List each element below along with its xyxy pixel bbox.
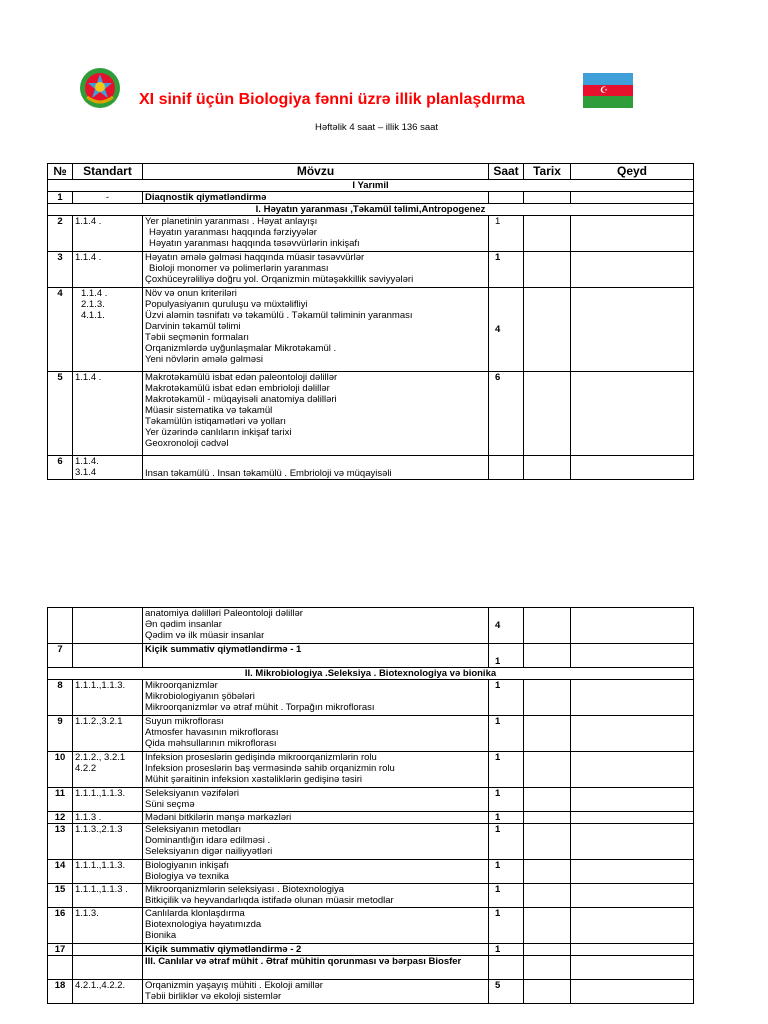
row-hours: 1 bbox=[489, 824, 524, 860]
row-topic: Kiçik summativ qiymətləndirmə - 1 bbox=[143, 644, 489, 668]
row-topic bbox=[143, 788, 489, 812]
table-row bbox=[48, 908, 694, 944]
row-standard: 1.1.4 . bbox=[73, 252, 143, 288]
topic-line: Üzvi aləmin təsnifatı və təkamülü . Təkamül təliminin yaranması bbox=[145, 310, 413, 321]
row-topic bbox=[143, 860, 489, 884]
table-row bbox=[48, 644, 694, 668]
row-topic bbox=[143, 288, 489, 372]
row-topic bbox=[143, 812, 489, 824]
topic-line: Mikrobiologiyanın şöbələri bbox=[145, 691, 255, 702]
azerbaijan-emblem-icon bbox=[79, 67, 121, 109]
row-topic bbox=[143, 608, 489, 644]
row-topic: Kiçik summativ qiymətləndirmə - 2 bbox=[143, 944, 489, 956]
topic-line: Darvinin təkamül təlimi bbox=[145, 321, 241, 332]
row-standard: 1.1.3 . bbox=[73, 812, 143, 824]
row-hours: 4 bbox=[489, 608, 524, 644]
topic-line: Təbii birliklər və ekoloji sistemlər bbox=[145, 991, 282, 1002]
row-standard: 1.1.1.,1.1.3. bbox=[73, 860, 143, 884]
topic-line: Bitkiçilik və heyvandarlıqda istifadə olunan müasir metodlar bbox=[145, 895, 394, 906]
topic-line: Bionika bbox=[145, 930, 177, 941]
row-number: 7 bbox=[48, 644, 73, 668]
topic-line: Makrotəkamülü isbat edən embrioloji dəlillər bbox=[145, 383, 330, 394]
table-row bbox=[48, 752, 694, 788]
row-standard: 1.1.3. bbox=[73, 908, 143, 944]
table-row bbox=[48, 608, 694, 644]
row-standard: 1.1.1.,1.1.3. bbox=[73, 788, 143, 812]
row-standard: 1.1.4. 3.1.4 bbox=[73, 456, 143, 480]
topic-line: Qədim və ilk müasir insanlar bbox=[145, 630, 265, 641]
topic-line: Mikroorqanizmlər bbox=[145, 680, 218, 691]
row-hours: 1 bbox=[489, 752, 524, 788]
topic-line: Dominantlığın idarə edilməsi . bbox=[145, 835, 271, 846]
row-number: 1 bbox=[48, 192, 73, 204]
topic-line: Bioloji monomer və polimerlərin yaranması bbox=[149, 263, 329, 274]
topic-line: Yer üzərində canlıların inkişaf tarixi bbox=[145, 427, 292, 438]
row-number: 17 bbox=[48, 944, 73, 956]
topic-line: Biologiya və texnika bbox=[145, 871, 229, 882]
semester-heading: I Yarımil bbox=[48, 180, 694, 192]
topic-line: Həyatın yaranması haqqında fərziyyələr bbox=[149, 227, 317, 238]
topic-line: Seleksiyanın vəzifələri bbox=[145, 788, 239, 799]
row-number: 6 bbox=[48, 456, 73, 480]
row-hours: 1 bbox=[489, 860, 524, 884]
table-row bbox=[48, 288, 694, 372]
topic-line: Müasir sistematika və təkamül bbox=[145, 405, 273, 416]
row-topic bbox=[143, 980, 489, 1004]
row-hours: 1 bbox=[489, 908, 524, 944]
table-row bbox=[48, 980, 694, 1004]
topic-line: Biotexnologiya həyatımızda bbox=[145, 919, 262, 930]
topic-line: Seleksiyanın metodları bbox=[145, 824, 242, 835]
topic-line: Ən qədim insanlar bbox=[145, 619, 222, 630]
plan-table-part-1 bbox=[47, 163, 694, 480]
row-topic bbox=[143, 824, 489, 860]
table-row bbox=[48, 884, 694, 908]
table-row bbox=[48, 944, 694, 956]
topic-line: Yeni növlərin əmələ gəlməsi bbox=[145, 354, 263, 365]
row-number: 15 bbox=[48, 884, 73, 908]
topic-line: Süni seçmə bbox=[145, 799, 195, 810]
topic-line: Canlılarda klonlaşdırma bbox=[145, 908, 245, 919]
topic-line: Infeksion proseslərin baş verməsində sahib orqanizmin rolu bbox=[145, 763, 395, 774]
row-number: 12 bbox=[48, 812, 73, 824]
row-hours: 1 bbox=[489, 884, 524, 908]
header-note: Qeyd bbox=[571, 164, 694, 180]
topic-line: Həyatın əmələ gəlməsi haqqında müasir təsəvvürlər bbox=[145, 252, 365, 263]
header-hours: Saat bbox=[489, 164, 524, 180]
row-topic: Diaqnostik qiymətləndirmə bbox=[143, 192, 489, 204]
row-hours: 1 bbox=[489, 716, 524, 752]
row-number: 11 bbox=[48, 788, 73, 812]
section-heading: III. Canlılar və ətraf mühit . Ətraf mühitin qorunması və bərpası Biosfer bbox=[143, 956, 489, 980]
row-topic bbox=[143, 372, 489, 456]
azerbaijan-flag-icon: ☪ bbox=[583, 73, 633, 108]
row-standard: 1.1.3.,2.1.3 bbox=[73, 824, 143, 860]
header-date: Tarix bbox=[524, 164, 571, 180]
topic-line: Yer planetinin yaranması . Həyat anlayışı bbox=[145, 216, 318, 227]
table-row bbox=[48, 716, 694, 752]
header-no: № bbox=[48, 164, 73, 180]
topic-line: Mühit şəraitinin infeksion xəstəliklərin gedişinə təsiri bbox=[145, 774, 363, 785]
table-row bbox=[48, 456, 694, 480]
row-hours: 1 bbox=[489, 680, 524, 716]
header-standard: Standart bbox=[73, 164, 143, 180]
row-standard: 1.1.2.,3.2.1 bbox=[73, 716, 143, 752]
row-number: 3 bbox=[48, 252, 73, 288]
table-row bbox=[48, 372, 694, 456]
topic-line: Orqanizmlərdə uyğunlaşmalar Mikrotəkamül . bbox=[145, 343, 337, 354]
row-number: 16 bbox=[48, 908, 73, 944]
topic-line: Suyun mikroflorası bbox=[145, 716, 224, 727]
row-standard: 1.1.1.,1.1.3. bbox=[73, 680, 143, 716]
row-hours: 1 bbox=[489, 252, 524, 288]
topic-line: Orqanizmin yaşayış mühiti . Ekoloji amillər bbox=[145, 980, 323, 991]
row-hours: 1 bbox=[489, 812, 524, 824]
topic-line: Infeksion proseslərin gedişində mikroorqanizmlərin rolu bbox=[145, 752, 377, 763]
row-topic bbox=[143, 456, 489, 480]
row-topic bbox=[143, 680, 489, 716]
table-row bbox=[48, 680, 694, 716]
topic-line: Insan təkamülü . Insan təkamülü . Embrioloji və müqayisəli bbox=[145, 468, 392, 479]
topic-line: Makrotəkamülü isbat edən paleontoloji dəlillər bbox=[145, 372, 338, 383]
plan-table-part-2 bbox=[47, 607, 694, 1004]
row-standard: 4.2.1.,4.2.2. bbox=[73, 980, 143, 1004]
row-standard: 2.1.2., 3.2.1 4.2.2 bbox=[73, 752, 143, 788]
topic-line: Həyatın yaranması haqqında təsəvvürlərin inkişafı bbox=[149, 238, 360, 249]
topic-line: Geoxronoloji cədvəl bbox=[145, 438, 229, 449]
row-standard: - bbox=[73, 192, 143, 204]
topic-line: Biologiyanın inkişafı bbox=[145, 860, 229, 871]
row-number: 14 bbox=[48, 860, 73, 884]
topic-line: Atmosfer havasının mikroflorası bbox=[145, 727, 279, 738]
table-row bbox=[48, 824, 694, 860]
table-row bbox=[48, 216, 694, 252]
row-hours: 1 bbox=[489, 944, 524, 956]
row-number: 5 bbox=[48, 372, 73, 456]
row-standard: 1.1.4 . bbox=[73, 216, 143, 252]
topic-line: Mikroorqanizmlər və ətraf mühit . Torpağın mikroflorası bbox=[145, 702, 375, 713]
row-number: 8 bbox=[48, 680, 73, 716]
row-number: 13 bbox=[48, 824, 73, 860]
table-row bbox=[48, 788, 694, 812]
row-hours: 5 bbox=[489, 980, 524, 1004]
row-hours: 1 bbox=[489, 788, 524, 812]
row-number: 9 bbox=[48, 716, 73, 752]
row-number: 10 bbox=[48, 752, 73, 788]
row-topic bbox=[143, 752, 489, 788]
table-row bbox=[48, 192, 694, 204]
table-row bbox=[48, 252, 694, 288]
row-standard: 1.1.1.,1.1.3 . bbox=[73, 884, 143, 908]
row-number: 2 bbox=[48, 216, 73, 252]
row-topic bbox=[143, 908, 489, 944]
row-number: 4 bbox=[48, 288, 73, 372]
topic-line: Populyasiyanın quruluşu və müxtəlifliyi bbox=[145, 299, 308, 310]
page-subtitle: Həftəlik 4 saat – illik 136 saat bbox=[315, 122, 439, 133]
header-topic: Mövzu bbox=[143, 164, 489, 180]
topic-line: Növ və onun kriteriləri bbox=[145, 288, 237, 299]
row-standard: 1.1.4 . bbox=[73, 372, 143, 456]
topic-line: Mədəni bitkilərin mənşə mərkəzləri bbox=[145, 812, 292, 823]
row-number: 18 bbox=[48, 980, 73, 1004]
topic-line: Makrotəkamül - müqayisəli anatomiya dəlilləri bbox=[145, 394, 337, 405]
topic-line: anatomiya dəlilləri Paleontoloji dəlillər bbox=[145, 608, 303, 619]
row-hours: 6 bbox=[489, 372, 524, 456]
table-row bbox=[48, 812, 694, 824]
row-topic bbox=[143, 716, 489, 752]
row-topic bbox=[143, 252, 489, 288]
table-row bbox=[48, 860, 694, 884]
topic-line: Seleksiyanın digər nailiyyətləri bbox=[145, 846, 273, 857]
topic-line: Çoxhüceyrəliliyə doğru yol. Orqanizmin mütəşəkkillik səviyyələri bbox=[145, 274, 414, 285]
row-hours: 1 bbox=[489, 216, 524, 252]
topic-line: Təbii seçmənin formaları bbox=[145, 332, 250, 343]
row-hours: 1 bbox=[489, 644, 524, 668]
topic-line: Mikroorqanizmlərin seleksiyası . Biotexnologiya bbox=[145, 884, 345, 895]
row-topic bbox=[143, 216, 489, 252]
row-standard: 1.1.4 . 2.1.3. 4.1.1. bbox=[73, 288, 143, 372]
section-heading: II. Mikrobiologiya .Seleksiya . Biotexnologiya və bionika bbox=[48, 668, 694, 680]
topic-line: Qida məhsullarının mikroflorası bbox=[145, 738, 277, 749]
row-topic bbox=[143, 884, 489, 908]
section-heading: I. Həyatın yaranması ,Təkamül təlimi,Antropogenez bbox=[48, 204, 694, 216]
topic-line: Təkamülün istiqamətləri və yolları bbox=[145, 416, 286, 427]
row-hours: 4 bbox=[489, 288, 524, 372]
page-title: XI sinif üçün Biologiya fənni üzrə illik planlaşdırma bbox=[139, 91, 525, 108]
